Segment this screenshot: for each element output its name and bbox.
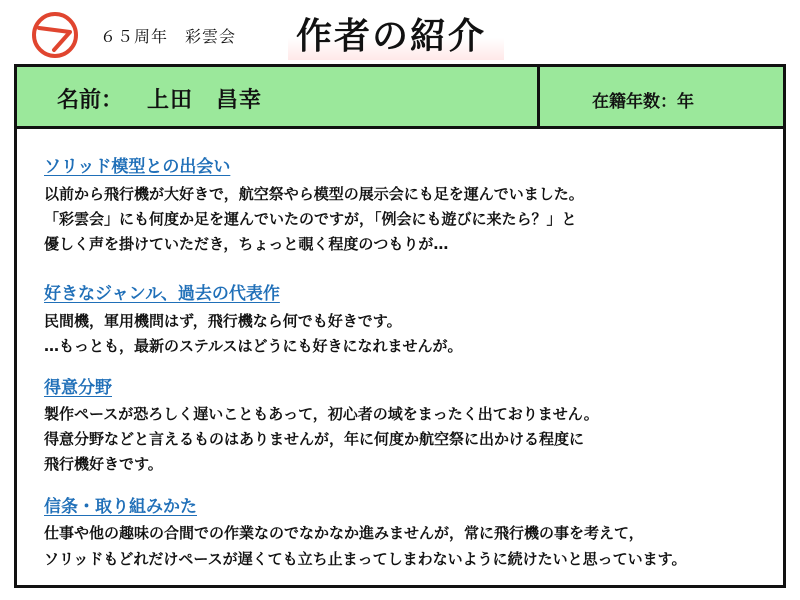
section-line: 「彩雲会」にも何度か足を運んでいたのですが，「例会にも遊びに来たら？」と <box>44 210 577 228</box>
section-line: 仕事や他の趣味の合間での作業なのでなかなか進みませんが，常に飛行機の事を考えて， <box>44 524 644 542</box>
section-title-motto: 信条・取り組みかた <box>44 497 197 517</box>
tenure-unit: 年 <box>677 92 694 112</box>
section-line: 民間機，軍用機問はず，飛行機なら何でも好きです。 <box>44 312 402 330</box>
section-line: 以前から飛行機が大好きで，航空祭やら模型の展示会にも足を運んでいました。 <box>44 185 584 203</box>
section-line: 飛行機好きです。 <box>44 455 163 473</box>
section-title-specialty: 得意分野 <box>44 378 112 398</box>
section-line: …もっとも，最新のステルスはどうにも好きになれませんが。 <box>44 337 463 355</box>
tenure-label: 在籍年数： <box>592 92 677 112</box>
page-title: 作者の紹介 <box>296 16 487 57</box>
section-line: 優しく声を掛けていただき，ちょっと覗く程度のつもりが… <box>44 235 449 253</box>
profile-header <box>17 67 783 129</box>
name-label: 名前： <box>57 88 124 113</box>
club-logo-icon <box>30 10 80 60</box>
name-value: 上田 昌幸 <box>147 88 263 113</box>
org-label: ６５周年 彩雲会 <box>100 27 237 46</box>
section-title-encounter: ソリッド模型との出会い <box>44 157 231 177</box>
section-line: ソリッドもどれだけペースが遅くても立ち止まってしまわないように続けたいと思っています。 <box>44 550 687 568</box>
section-line: 製作ペースが恐ろしく遅いこともあって，初心者の域をまったく出ておりません。 <box>44 405 599 423</box>
section-line: 得意分野などと言えるものはありませんが，年に何度か航空祭に出かける程度に <box>44 430 585 448</box>
profile-card <box>14 64 786 588</box>
section-title-favorites: 好きなジャンル、過去の代表作 <box>44 284 280 304</box>
tenure-cell <box>592 87 694 112</box>
name-cell <box>17 67 540 126</box>
